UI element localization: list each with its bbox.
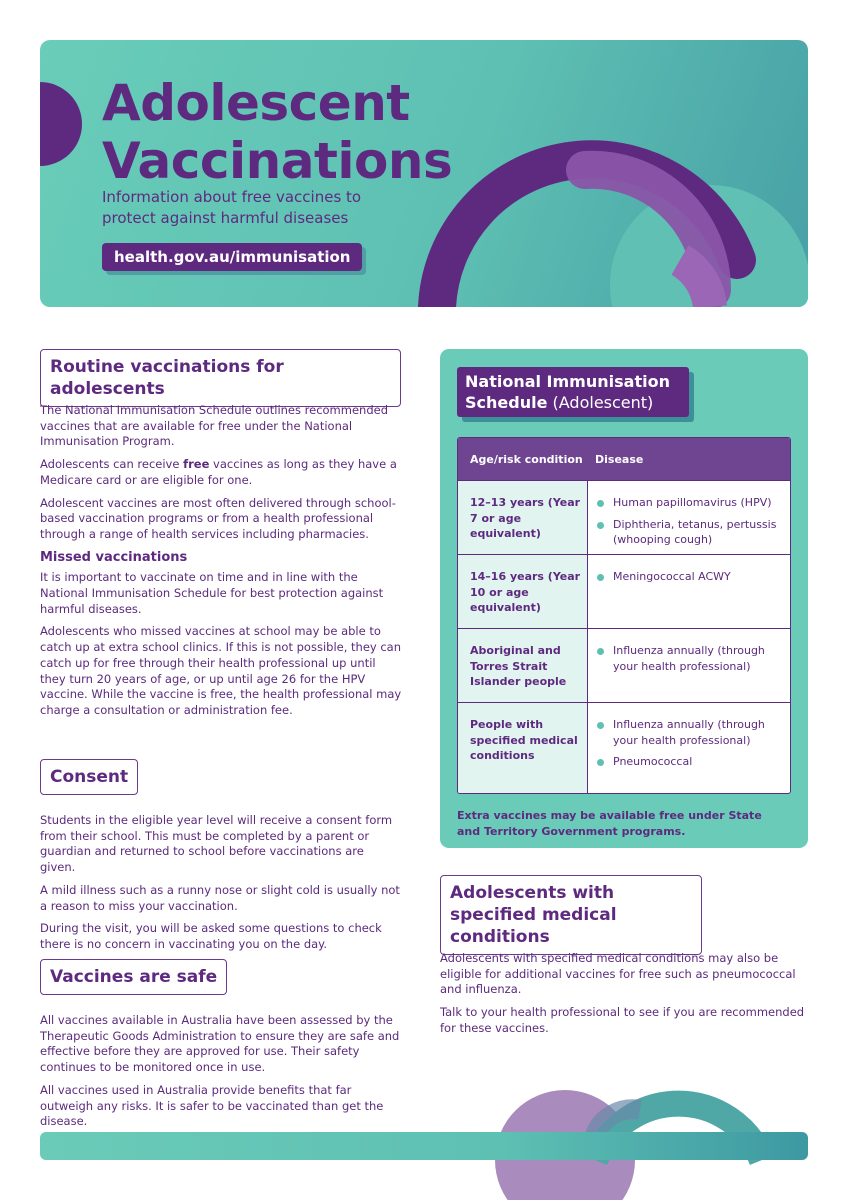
missed-heading: Missed vaccinations (40, 549, 188, 565)
website-link[interactable]: health.gov.au/immunisation (102, 243, 362, 271)
schedule-header-row (458, 438, 790, 480)
routine-p5: Adolescents who missed vaccines at school may be able to catch up at extra school clinics. If this is not possible, they can catch up for free through their health professional up until they turn 20 years of age, or up until age 26 for the HPV vaccine. While the vaccine is free, the health professional may charge a consultation or administration fee. (40, 624, 402, 717)
medical-heading: Adolescents with specified medical conditions (440, 875, 702, 955)
disease-item: Diphtheria, tetanus, pertussis (whooping cough) (596, 517, 784, 548)
table-row (458, 554, 790, 628)
consent-heading: Consent (40, 759, 138, 795)
medical-body (440, 951, 808, 1044)
disease-item: Influenza annually (through your health professional) (596, 643, 784, 674)
disease-item: Pneumococcal (596, 754, 784, 770)
disease-item: Human papillomavirus (HPV) (596, 495, 784, 511)
row-age: 12–13 years (Year 7 or age equivalent) (458, 481, 587, 554)
safe-body (40, 1013, 408, 1137)
disease-item: Meningococcal ACWY (596, 569, 784, 585)
hero-banner (40, 40, 808, 307)
table-row (458, 480, 790, 554)
consent-body (40, 813, 402, 960)
table-row (458, 702, 790, 793)
row-age: Aboriginal and Torres Strait Islander people (458, 629, 587, 702)
routine-p3: Adolescent vaccines are most often delivered through school-based vaccination programs or from a health professional through a range of health services including pharmacies. (40, 495, 396, 541)
col-age-header: Age/risk condition (470, 452, 583, 466)
consent-p1: Students in the eligible year level will receive a consent form from their school. This must be completed by a parent or guardian and returned to school before vaccinations are given. (40, 813, 393, 875)
safe-p2: All vaccines used in Australia provide benefits that far outweigh any risks. It is safer to be vaccinated than get the disease. (40, 1082, 384, 1129)
schedule-card (440, 349, 808, 848)
safe-heading: Vaccines are safe (40, 959, 227, 995)
row-age: 14–16 years (Year 10 or age equivalent) (458, 555, 587, 628)
medical-p1: Adolescents with specified medical conditions may also be eligible for additional vaccines for free such as pneumococcal and influenza. (440, 951, 796, 997)
consent-p3: During the visit, you will be asked some questions to check there is no concern in vaccinating you on the day. (40, 921, 382, 951)
schedule-table (457, 437, 791, 794)
routine-p2: Adolescents can receive free vaccines as long as they have a Medicare card or are eligible for one. (40, 457, 397, 487)
medical-p2: Talk to your health professional to see if you are recommended for these vaccines. (440, 1005, 805, 1035)
col-disease-header: Disease (595, 452, 644, 466)
safe-p1: All vaccines available in Australia have been assessed by the Therapeutic Goods Administration to ensure they are safe and effective before they are approved for use. Their safety continues to be monitored once in use. (40, 1013, 400, 1075)
footer-bar (40, 1132, 808, 1160)
table-row (458, 628, 790, 702)
routine-p1: The National Immunisation Schedule outlines recommended vaccines that are available for free under the National Immunisation Program. (40, 403, 388, 449)
consent-p2: A mild illness such as a runny nose or slight cold is usually not a reason to miss your vaccination. (40, 882, 400, 913)
page-subtitle: Information about free vaccines to protect against harmful diseases (102, 188, 362, 227)
routine-heading: Routine vaccinations for adolescents (40, 349, 401, 407)
schedule-footnote: Extra vaccines may be available free under State and Territory Government programs. (457, 809, 762, 838)
row-age: People with specified medical conditions (458, 703, 587, 793)
schedule-title: National Immunisation Schedule (Adolescent) (457, 367, 689, 417)
page-title: Adolescent Vaccinations (102, 74, 453, 190)
routine-body (40, 403, 402, 726)
disease-item: Influenza annually (through your health professional) (596, 717, 784, 748)
routine-p4: It is important to vaccinate on time and in line with the National Immunisation Schedule for best protection against harmful diseases. (40, 570, 384, 616)
